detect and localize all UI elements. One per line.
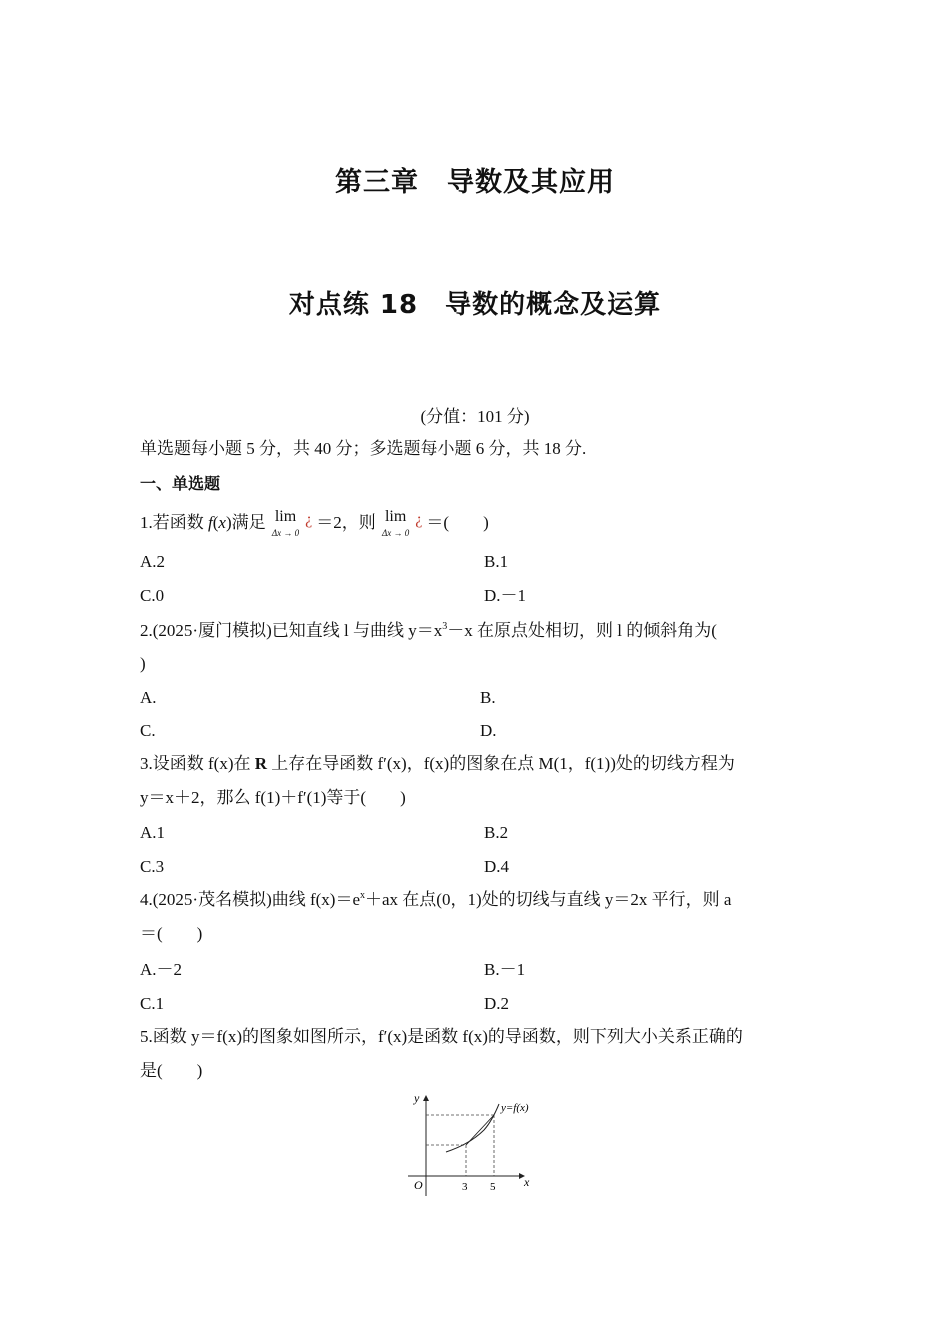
secant-line — [466, 1115, 494, 1145]
q4-option-b: B.－1 — [484, 960, 526, 979]
q1-option-c: C.0 — [140, 586, 165, 605]
instructions: 单选题每小题 5 分，共 40 分；多选题每小题 6 分，共 18 分. — [140, 439, 587, 458]
q3-option-b: B.2 — [484, 823, 509, 842]
section-title: 对点练 18 导数的概念及运算 — [288, 290, 662, 320]
score-note: (分值：101 分) — [420, 407, 530, 426]
tick-5: 5 — [490, 1181, 496, 1193]
tick-3: 3 — [462, 1181, 468, 1193]
question-4-cont: ＝( ) — [140, 924, 203, 943]
x-axis-label: x — [524, 1175, 530, 1189]
question-5: 5.函数 y＝f(x)的图象如图所示，f′(x)是函数 f(x)的导函数，则下列大小关系正确的 — [140, 1027, 743, 1046]
q2-option-c: C. — [140, 721, 156, 740]
limit-expression-1: lim Δx → 0 — [271, 508, 300, 538]
question-5-cont: 是( ) — [140, 1061, 203, 1080]
question-3-cont: y＝x＋2，那么 f(1)＋f′(1)等于( ) — [140, 788, 406, 807]
missing-glyph-1: ¿ — [305, 511, 313, 528]
function-graph-figure — [400, 1088, 550, 1200]
question-2: 2.(2025·厦门模拟)已知直线 l 与曲线 $y=x^3-x$ 在原点处相切，则 l 的倾斜角为( — [140, 621, 717, 640]
q4-option-a: A.－2 — [140, 960, 183, 979]
q2-option-b: B. — [480, 688, 496, 707]
chapter-title: 第三章 导数及其应用 — [335, 167, 615, 198]
part-heading: 一、单选题 — [140, 474, 221, 493]
question-3: 3.设函数 f(x)在 R 上存在导函数 f′(x)，f(x)的图象在点 M(1，f(1))处的切线方程为 — [140, 754, 735, 773]
curve-label: y=f(x) — [501, 1102, 529, 1114]
q1-option-d: D.－1 — [484, 586, 527, 605]
q3-option-a: A.1 — [140, 823, 166, 842]
y-axis-label: y — [414, 1091, 420, 1105]
q1-option-b: B.1 — [484, 552, 509, 571]
question-4: 4.(2025·茂名模拟)曲线 $f(x)=e^x+ax$ 在点(0，1)处的切线与直线 y＝2x 平行，则 a — [140, 890, 732, 909]
q4-option-c: C.1 — [140, 994, 165, 1013]
q3-option-d: D.4 — [484, 857, 510, 876]
origin-label: O — [414, 1178, 423, 1192]
q1-option-a: A.2 — [140, 552, 166, 571]
question-2-cont: ) — [140, 654, 146, 673]
question-1: 1.若函数 f(x)满足 lim Δx → 0¿ ＝2，则 lim Δx → 0¿ ＝( ) — [140, 508, 489, 538]
limit-expression-2: lim Δx → 0 — [382, 508, 410, 538]
missing-glyph-2: ¿ — [415, 511, 423, 528]
q4-option-d: D.2 — [484, 994, 510, 1013]
q3-option-c: C.3 — [140, 857, 165, 876]
q2-option-d: D. — [480, 721, 497, 740]
q2-option-a: A. — [140, 688, 157, 707]
